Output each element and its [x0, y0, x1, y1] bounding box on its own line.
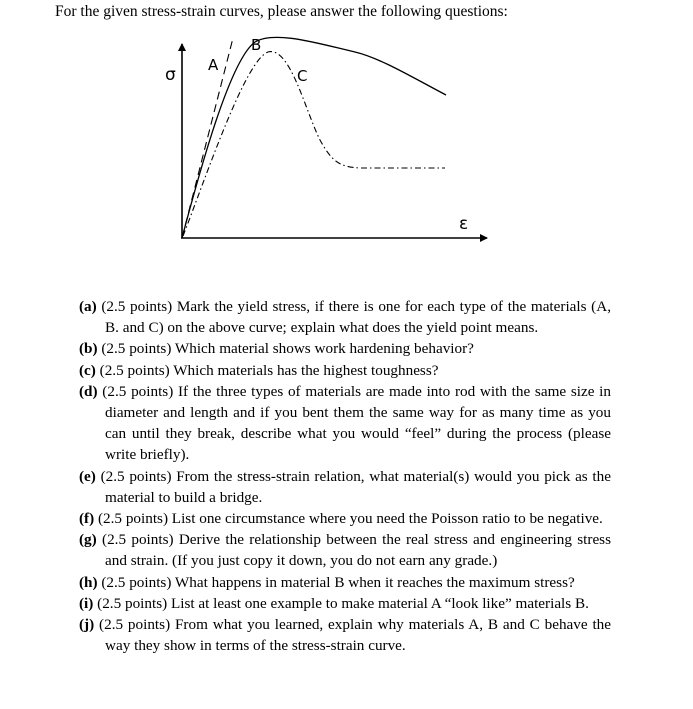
- question-label: (j): [79, 616, 95, 634]
- question-j: [79, 614, 611, 656]
- question-text: (2.5 points) List at least one example to make material A “look like” materials B.: [97, 594, 589, 612]
- question-label: (e): [79, 467, 96, 485]
- question-text: (2.5 points) From what you learned, explain why materials A, B and C behave the way they show in terms of the stress-strain curve.: [99, 616, 612, 655]
- question-label: (i): [79, 594, 94, 612]
- question-label: (d): [79, 382, 98, 400]
- stress-strain-figure: [0, 0, 693, 300]
- question-label: (c): [79, 361, 96, 379]
- question-label: (g): [79, 531, 97, 549]
- question-c: [79, 360, 611, 381]
- question-text: (2.5 points) If the three types of materials are made into rod with the same size in diameter and length and if you bent them the same way for as many time as you can until they break, describe what you would “feel” during the process (please write briefly).: [102, 382, 611, 464]
- question-f: [79, 508, 611, 529]
- curve-c-label: C: [297, 67, 308, 85]
- question-text: (2.5 points) What happens in material B when it reaches the maximum stress?: [101, 573, 575, 591]
- curve-b-label: B: [251, 36, 262, 54]
- question-e: [79, 466, 611, 508]
- question-i: [79, 593, 611, 614]
- question-b: [79, 338, 611, 359]
- intro-text: For the given stress-strain curves, please answer the following questions:: [55, 3, 508, 20]
- question-text: (2.5 points) List one circumstance where you need the Poisson ratio to be negative.: [97, 510, 603, 528]
- curve-a-label: A: [208, 56, 219, 74]
- question-h: [79, 572, 611, 593]
- question-label: (a): [79, 298, 97, 315]
- question-text: (2.5 points) Which materials has the highest toughness?: [99, 361, 439, 379]
- question-text: (2.5 points) Which material shows work hardening behavior?: [101, 340, 474, 358]
- curve-b: [182, 37, 446, 238]
- question-d: [79, 381, 611, 466]
- strain-axis-label: ε: [459, 214, 469, 234]
- question-g: [79, 529, 611, 571]
- question-text: (2.5 points) Derive the relationship between the real stress and engineering stress and strain. (If you just copy it down, you do not earn any grade.): [102, 531, 612, 570]
- question-a: [79, 296, 611, 338]
- question-label: (b): [79, 340, 98, 358]
- question-list: [79, 296, 611, 656]
- question-label: (h): [79, 573, 98, 591]
- question-label: (f): [79, 510, 95, 528]
- stress-axis-label: σ: [165, 65, 176, 85]
- question-text: (2.5 points) From the stress-strain relation, what material(s) would you pick as the material to build a bridge.: [100, 467, 611, 506]
- question-text: (2.5 points) Mark the yield stress, if there is one for each type of the materials (A, B. and C) on the above curve; explain what does the yield point means.: [101, 298, 611, 337]
